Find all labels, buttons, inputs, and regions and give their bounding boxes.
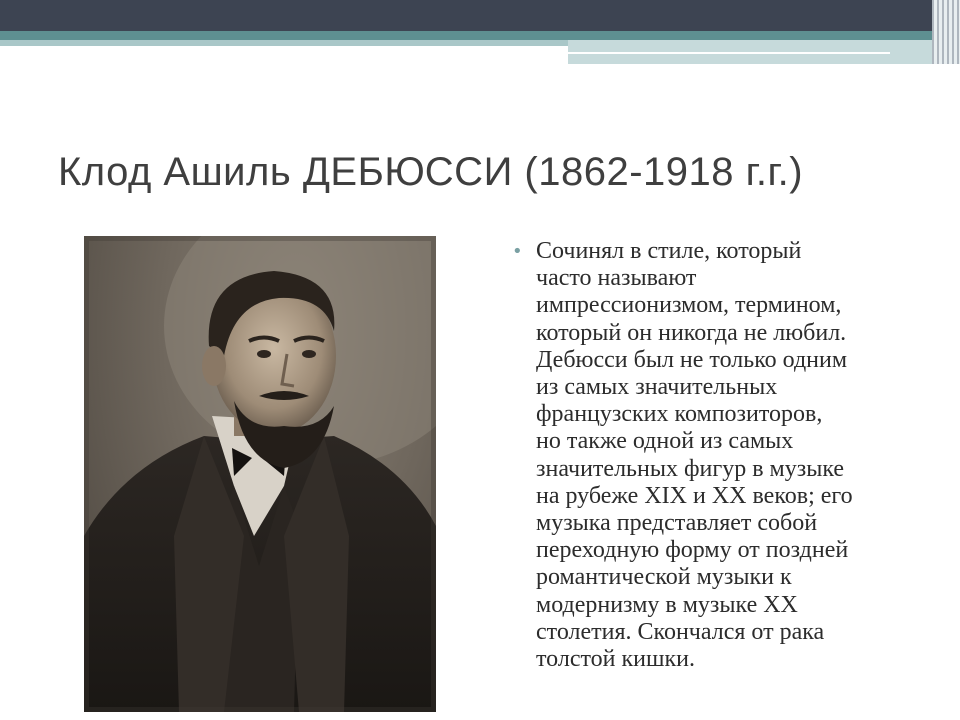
bullet-text — [536, 238, 932, 673]
header-teal-stripe — [0, 31, 960, 40]
text-line: французских композиторов, — [536, 401, 823, 428]
text-line: который он никогда не любил. — [536, 319, 847, 346]
slide-title: Клод Ашиль ДЕБЮССИ (1862-1918 г.г.) — [58, 150, 804, 194]
bullet-icon: • — [512, 241, 523, 262]
header-vertical-stripes — [932, 0, 960, 64]
portrait-photo — [84, 236, 436, 712]
header-dark-stripe — [0, 0, 960, 31]
text-line: музыка представляет собой — [536, 510, 818, 537]
list-item — [512, 238, 932, 673]
text-line: из самых значительных — [536, 374, 778, 401]
text-line: переходную форму от поздней — [536, 537, 849, 564]
text-line: но также одной из самых — [536, 428, 794, 455]
text-line: модернизму в музыке XX — [536, 591, 798, 618]
bullet-list — [512, 238, 932, 673]
text-line: романтической музыки к — [536, 564, 792, 591]
text-line: на рубеже XIX и XX веков; его — [536, 482, 853, 509]
text-line: толстой кишки. — [536, 646, 695, 673]
header-white-line — [568, 52, 890, 54]
text-line: импрессионизмом, термином, — [536, 292, 842, 319]
text-line: Дебюсси был не только одним — [536, 346, 848, 373]
text-line: часто называют — [536, 265, 697, 292]
text-line: значительных фигур в музыке — [536, 455, 845, 482]
text-line: Сочинял в стиле, который — [536, 238, 802, 264]
header-decoration-band — [0, 0, 960, 70]
text-line: столетия. Скончался от рака — [536, 618, 825, 645]
